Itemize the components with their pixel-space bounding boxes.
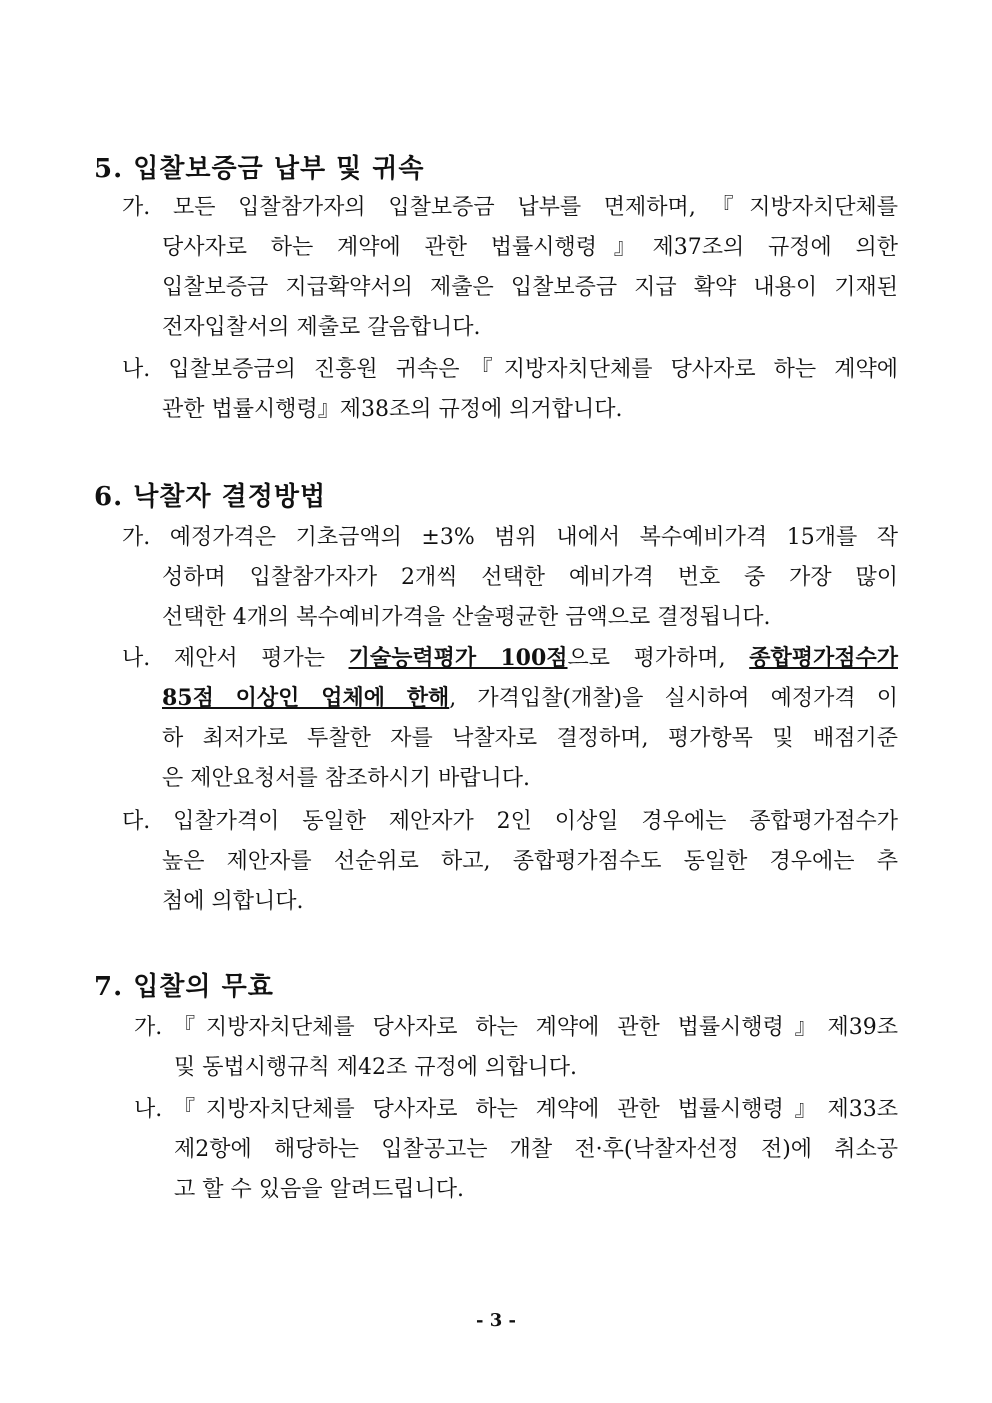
text-line: 및 동법시행규칙 제42조 규정에 의합니다. <box>174 1055 577 1080</box>
text-line: 전자입찰서의 제출로 갈음합니다. <box>162 315 481 340</box>
text-line: 성하며 입찰참가자가 2개씩 선택한 예비가격 번호 중 가장 많이 <box>162 565 898 590</box>
text-segment: , 가격입찰(개찰)을 실시하여 예정가격 이 <box>449 686 898 711</box>
text-line: 다. 입찰가격이 동일한 제안자가 2인 이상일 경우에는 종합평가점수가 <box>122 809 898 834</box>
text-segment: 나. 제안서 평가는 <box>122 646 349 671</box>
text-line: 관한 법률시행령』제38조의 규정에 의거합니다. <box>162 397 623 422</box>
text-line: 은 제안요청서를 참조하시기 바랍니다. <box>162 766 531 791</box>
section-title-6: 6. 낙찰자 결정방법 <box>94 482 327 512</box>
text-line: 높은 제안자를 선순위로 하고, 종합평가점수도 동일한 경우에는 추 <box>162 849 898 874</box>
text-line: 고 할 수 있음을 알려드립니다. <box>174 1177 464 1202</box>
text-line: 가. 모든 입찰참가자의 입찰보증금 납부를 면제하며,『지방자치단체를 <box>122 195 898 220</box>
text-line: 제2항에 해당하는 입찰공고는 개찰 전·후(낙찰자선정 전)에 취소공 <box>174 1137 898 1162</box>
text-line: 당사자로 하는 계약에 관한 법률시행령』제37조의 규정에 의한 <box>162 235 898 260</box>
page-number: - 3 - <box>476 1310 516 1331</box>
underlined-emphasis: 기술능력평가 100점 <box>348 645 568 671</box>
underlined-emphasis: 종합평가점수가 <box>749 645 898 671</box>
text-line <box>162 681 898 712</box>
text-line: 선택한 4개의 복수예비가격을 산술평균한 금액으로 결정됩니다. <box>162 605 771 630</box>
text-line: 가. 예정가격은 기초금액의 ±3% 범위 내에서 복수예비가격 15개를 작 <box>122 525 898 550</box>
text-line <box>122 641 898 672</box>
underlined-emphasis: 85점 이상인 업체에 한해 <box>162 685 450 711</box>
text-line: 하 최저가로 투찰한 자를 낙찰자로 결정하며, 평가항목 및 배점기준 <box>162 726 898 751</box>
text-line: 나. 입찰보증금의 진흥원 귀속은『지방자치단체를 당사자로 하는 계약에 <box>122 357 898 382</box>
section-title-5: 5. 입찰보증금 납부 및 귀속 <box>94 154 425 184</box>
text-line: 가.『지방자치단체를 당사자로 하는 계약에 관한 법률시행령』제39조 <box>134 1015 898 1040</box>
text-segment: 으로 평가하며, <box>567 646 750 671</box>
text-line: 첨에 의합니다. <box>162 889 304 914</box>
text-line: 나.『지방자치단체를 당사자로 하는 계약에 관한 법률시행령』제33조 <box>134 1097 898 1122</box>
section-title-7: 7. 입찰의 무효 <box>94 972 274 1002</box>
text-line: 입찰보증금 지급확약서의 제출은 입찰보증금 지급 확약 내용이 기재된 <box>162 275 898 300</box>
